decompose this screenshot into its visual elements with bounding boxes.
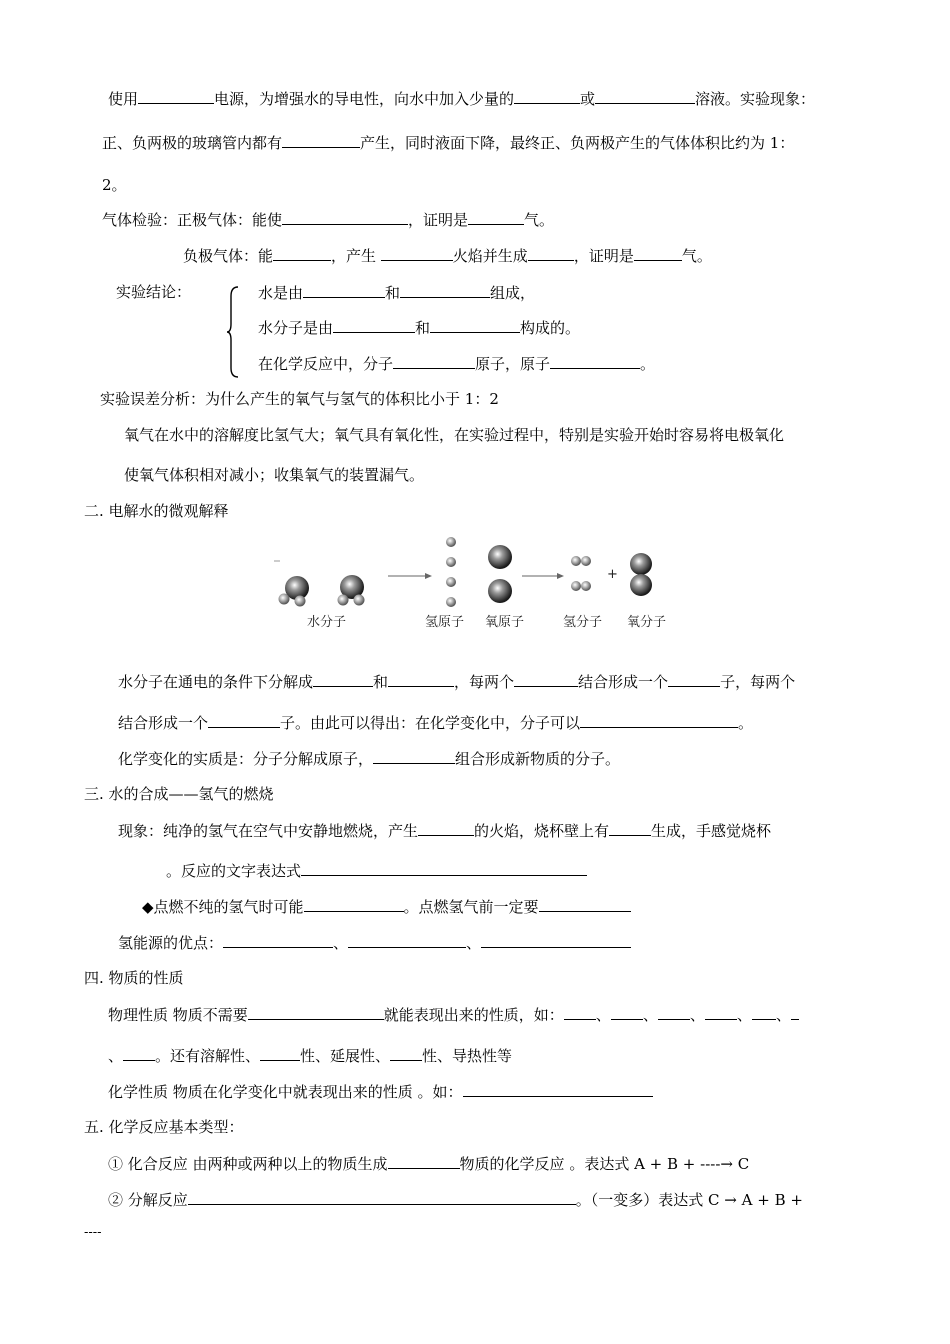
blank[interactable] [463, 1081, 653, 1097]
micro-line-2: 结合形成一个 子。由此可以得出：在化学变化中，分子可以 。 [118, 714, 754, 732]
blank[interactable] [468, 209, 524, 225]
blank[interactable] [539, 896, 631, 912]
blank[interactable] [609, 820, 651, 836]
blank[interactable] [282, 132, 360, 148]
line-positive-gas: 气体检验：正极气体：能使 ，证明是 气。 [102, 211, 555, 229]
blank[interactable] [208, 712, 280, 728]
impure-hydrogen-line: ◆点燃不纯的氢气时可能 。点燃氢气前一定要 [142, 896, 631, 917]
blank[interactable] [634, 245, 682, 261]
line-ratio-end: 2。 [102, 176, 127, 194]
micro-line-1: 水分子在通电的条件下分解成 和 ，每两个 结合形成一个 子，每两个 [118, 673, 796, 691]
blank[interactable] [528, 245, 574, 261]
blank[interactable] [260, 1045, 300, 1061]
blank[interactable] [791, 1004, 799, 1020]
blank[interactable] [668, 671, 720, 687]
line-power-source: 使用 电源，为增强水的导电性，向水中加入少量的 或 溶液。实验现象： [108, 90, 816, 108]
brace-icon [226, 286, 240, 378]
blank[interactable] [514, 88, 580, 104]
blank[interactable] [418, 820, 474, 836]
chemical-property-line: 化学性质 物质在化学变化中就表现出来的性质 。如： [108, 1081, 653, 1102]
oxygen-molecule [630, 553, 652, 596]
blank[interactable] [303, 282, 385, 298]
blank[interactable] [188, 1189, 576, 1205]
blank[interactable] [564, 1004, 596, 1020]
physical-property-line: 物理性质 物质不需要 就能表现出来的性质，如： 、 、 、 、 、 [108, 1004, 799, 1025]
label-oxygen-atom: 氧原子 [485, 615, 525, 630]
hydrogen-advantages-line: 氢能源的优点： 、 、 [118, 932, 631, 953]
blank[interactable] [430, 317, 520, 333]
electrolysis-micro-figure [270, 536, 690, 636]
blank[interactable] [123, 1045, 155, 1061]
error-analysis-answer-2: 使氧气体积相对减小；收集氧气的装置漏气。 [124, 466, 425, 484]
blank[interactable] [752, 1004, 776, 1020]
blank[interactable] [348, 932, 466, 948]
label-oxygen-molecule: 氧分子 [627, 615, 667, 630]
label-water-molecule: 水分子 [307, 615, 347, 630]
section-5-title: 五. 化学反应基本类型： [84, 1118, 244, 1136]
conclusion-line-1: 水是由 和 组成， [258, 284, 536, 302]
blank[interactable] [658, 1004, 690, 1020]
word-equation-line: 。反应的文字表达式 [166, 860, 587, 881]
micro-line-3: 化学变化的实质是：分子分解成原子， 组合形成新物质的分子。 [118, 750, 621, 768]
decomposition-reaction-line: ② 分解反应 。（一变多）表达式 C → A + B + [108, 1191, 803, 1209]
blank[interactable] [400, 282, 490, 298]
blank[interactable] [282, 209, 408, 225]
blank[interactable] [138, 88, 214, 104]
line-negative-gas: 负极气体：能 ，产生 火焰并生成 ，证明是 气。 [183, 247, 712, 265]
blank[interactable] [223, 932, 333, 948]
section-2-title: 二. 电解水的微观解释 [84, 502, 229, 520]
blank[interactable] [273, 245, 331, 261]
blank[interactable] [514, 671, 578, 687]
hydrogen-atoms [446, 537, 456, 607]
blank[interactable] [550, 353, 640, 369]
label-hydrogen-atom: 氢原子 [425, 615, 465, 630]
error-analysis-question: 实验误差分析：为什么产生的氧气与氢气的体积比小于 1：2 [100, 390, 499, 408]
combustion-phenomenon: 现象：纯净的氢气在空气中安静地燃烧，产生 的火焰，烧杯壁上有 生成，手感觉烧杯 [118, 822, 772, 840]
line-phenomenon: 正、负两极的玻璃管内都有 产生，同时液面下降，最终正、负两极产生的气体体积比约为 1： [102, 134, 795, 152]
blank[interactable] [373, 748, 455, 764]
blank[interactable] [393, 353, 475, 369]
blank[interactable] [611, 1004, 643, 1020]
conclusion-line-3: 在化学反应中，分子 原子，原子 。 [258, 355, 656, 373]
water-molecule-2 [338, 575, 365, 606]
hydrogen-molecules [571, 556, 591, 591]
blank[interactable] [388, 1153, 460, 1169]
blank[interactable] [301, 860, 587, 876]
plus-sign: + [607, 567, 618, 582]
section-3-title: 三. 水的合成——氢气的燃烧 [84, 785, 274, 803]
water-molecule-1 [279, 576, 310, 607]
blank[interactable] [705, 1004, 737, 1020]
label-hydrogen-molecule: 氢分子 [563, 615, 603, 630]
blank[interactable] [388, 671, 454, 687]
combination-reaction-line: ① 化合反应 由两种或两种以上的物质生成 物质的化学反应 。表达式 A + B + ----→ C [108, 1155, 750, 1173]
blank[interactable] [333, 317, 415, 333]
physical-property-line-2: 、 。还有溶解性、 性、延展性、 性、导热性等 [108, 1047, 513, 1065]
blank[interactable] [481, 932, 631, 948]
conclusion-line-2: 水分子是由 和 构成的。 [258, 319, 581, 337]
blank[interactable] [304, 896, 404, 912]
blank[interactable] [313, 671, 373, 687]
blank[interactable] [248, 1004, 384, 1020]
blank[interactable] [381, 245, 453, 261]
conclusion-label: 实验结论： [116, 283, 192, 301]
section-4-title: 四. 物质的性质 [84, 969, 184, 987]
blank[interactable] [595, 88, 695, 104]
error-analysis-answer-1: 氧气在水中的溶解度比氢气大；氧气具有氧化性，在实验过程中，特别是实验开始时容易将电极氧化 [124, 426, 785, 444]
blank[interactable] [580, 712, 738, 728]
blank[interactable] [390, 1045, 422, 1061]
decomposition-continuation: ---- [84, 1225, 102, 1240]
oxygen-atoms [488, 545, 512, 603]
